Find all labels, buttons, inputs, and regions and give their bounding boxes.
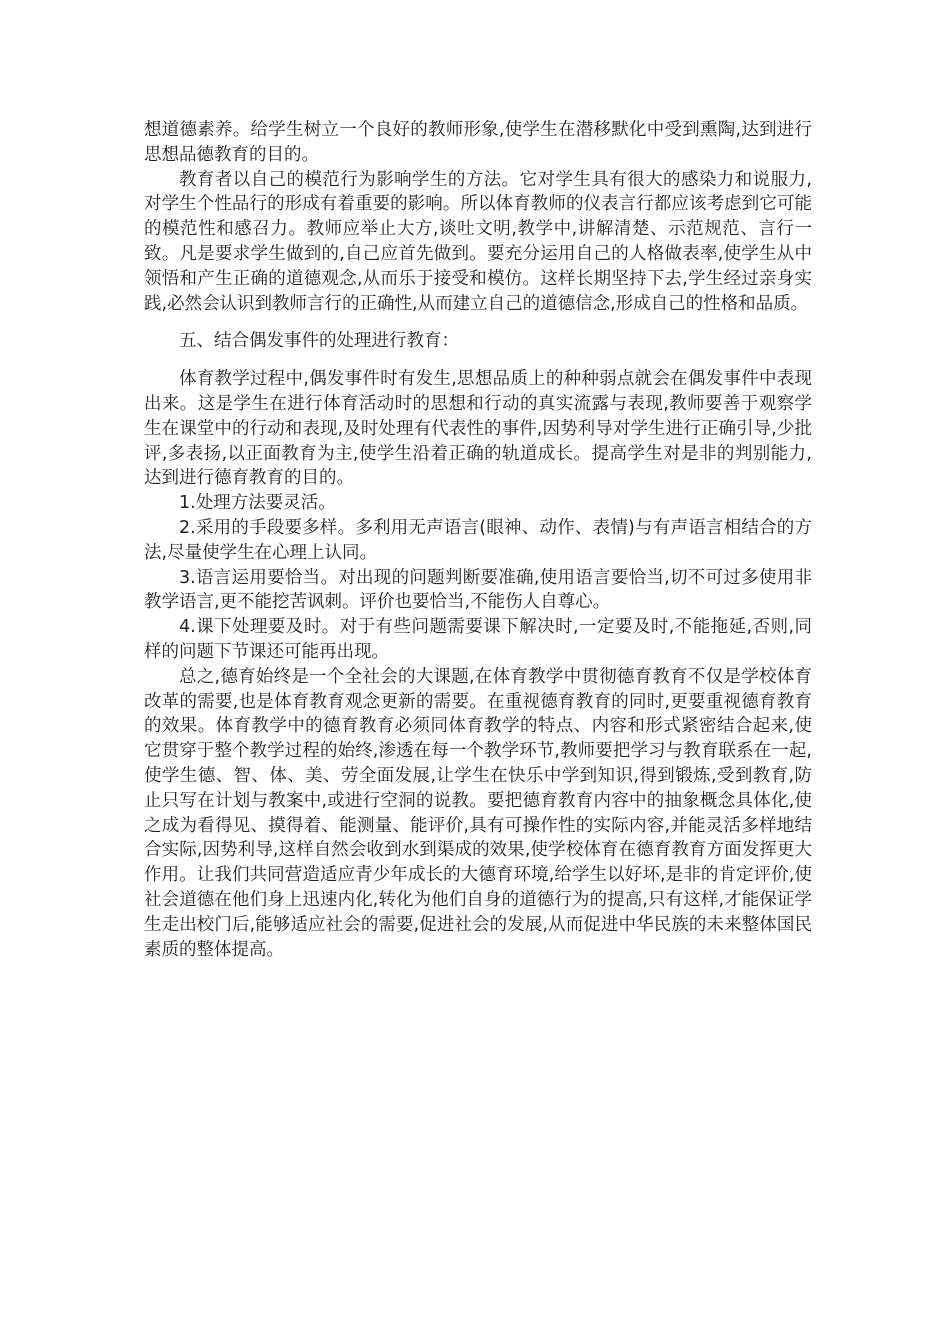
document-body [144, 118, 812, 962]
paragraph-conclusion: 总之,德育始终是一个全社会的大课题,在体育教学中贯彻德育教育不仅是学校体育改革的需要,也是体育教育观念更新的需要。在重视德育教育的同时,更要重视德育教育的效果。体育教学中的德育教育必须同体育教学的特点、内容和形式紧密结合起来,使它贯穿于整个教学过程的始终,渗透在每一个教学环节,教师要把学习与教育联系在一起,使学生德、智、体、美、劳全面发展,让学生在快乐中学到知识,得到锻炼,受到教育,防止只写在计划与教案中,或进行空洞的说教。要把德育教育内容中的抽象概念具体化,使之成为看得见、摸得着、能测量、能评价,具有可操作性的实际内容,并能灵活多样地结合实际,因势利导,这样自然会收到水到渠成的效果,使学校体育在德育教育方面发挥更大作用。让我们共同营造适应青少年成长的大德育环境,给学生以好坏,是非的肯定评价,使社会道德在他们身上迅速内化,转化为他们自身的道德行为的提高,只有这样,才能保证学生走出校门后,能够适应社会的需要,促进社会的发展,从而促进中华民族的未来整体国民素质的整体提高。 [144, 666, 812, 960]
list-item-flexible: 1.处理方法要灵活。 [179, 493, 336, 514]
paragraph-role-model: 教育者以自己的模范行为影响学生的方法。它对学生具有很大的感染力和说服力,对学生个性品行的形成有着重要的影响。所以体育教师的仪表言行都应该考虑到它可能的模范性和感召力。教师应举止大方,谈吐文明,教学中,讲解清楚、示范规范、言行一致。凡是要求学生做到的,自己应首先做到。要充分运用自己的人格做表率,使学生从中领悟和产生正确的道德观念,从而乐于接受和模仿。这样长期坚持下去,学生经过亲身实践,必然会认识到教师言行的正确性,从而建立自己的道德信念,形成自己的性格和品质。 [144, 169, 812, 314]
paragraph-continuation: 想道德素养。给学生树立一个良好的教师形象,使学生在潜移默化中受到熏陶,达到进行思想品德教育的目的。 [144, 120, 812, 165]
list-item-diverse-means: 2.采用的手段要多样。多利用无声语言(眼神、动作、表情)与有声语言相结合的方法,尽量使学生在心理上认同。 [144, 517, 812, 563]
list-item-language: 3.语言运用要恰当。对出现的问题判断要准确,使用语言要恰当,切不可过多使用非教学语言,更不能挖苦讽刺。评价也要恰当,不能伤人自尊心。 [144, 567, 812, 613]
section-heading-incidents: 五、结合偶发事件的处理进行教育： [179, 331, 459, 352]
paragraph-incidents: 体育教学过程中,偶发事件时有发生,思想品质上的种种弱点就会在偶发事件中表现出来。这是学生在进行体育活动时的思想和行动的真实流露与表现,教师要善于观察学生在课堂中的行动和表现,及时处理有代表性的事件,因势利导对学生进行正确引导,少批评,多表扬,以正面教育为主,使学生沿着正确的轨道成长。提高学生对是非的判别能力,达到进行德育教育的目的。 [144, 369, 812, 489]
list-item-timely: 4.课下处理要及时。对于有些问题需要课下解决时,一定要及时,不能拖延,否则,同样的问题下节课还可能再出现。 [144, 617, 812, 662]
